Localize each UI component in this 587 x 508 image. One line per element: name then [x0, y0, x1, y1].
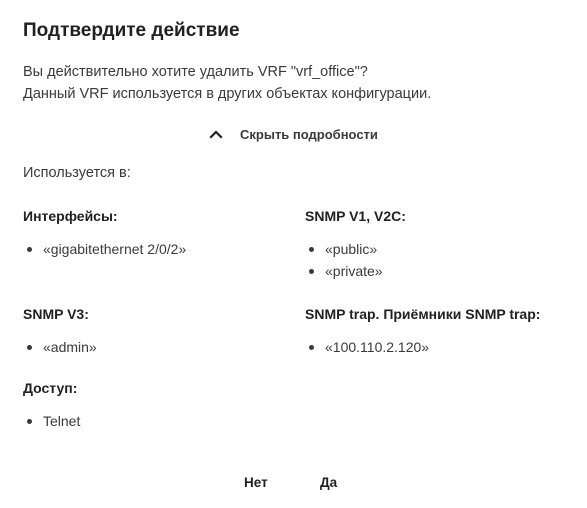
group-title-snmp-v3: SNMP V3:: [23, 306, 89, 322]
hide-details-toggle[interactable]: [208, 124, 378, 144]
list-item: [305, 336, 540, 358]
list-item-text: «public»: [325, 241, 378, 257]
bullet-icon: [27, 345, 32, 350]
bullet-icon: [27, 419, 32, 424]
bullet-icon: [27, 247, 32, 252]
group-access: [23, 380, 80, 432]
list-item-text: «private»: [325, 263, 383, 279]
group-snmp-v1-v2c: [305, 208, 406, 282]
group-interfaces: [23, 208, 186, 260]
bullet-icon: [309, 269, 314, 274]
list-item-text: «gigabitethernet 2/0/2»: [43, 241, 187, 257]
list-item: [305, 238, 406, 260]
used-in-label: Используется в:: [23, 165, 131, 181]
message-line-1: Вы действительно хотите удалить VRF "vrf_office"?: [23, 64, 368, 80]
dialog-title: Подтвердите действие: [23, 20, 240, 41]
group-snmp-trap: [305, 306, 540, 358]
no-button[interactable]: Нет: [238, 470, 274, 496]
dialog-actions: [0, 470, 587, 496]
group-snmp-v3: [23, 306, 97, 358]
group-title-interfaces: Интерфейсы:: [23, 208, 118, 224]
list-item-text: «100.110.2.120»: [325, 339, 430, 355]
group-title-access: Доступ:: [23, 380, 78, 396]
message-line-2: Данный VRF используется в других объектах конфигурации.: [23, 86, 432, 102]
list-item: [305, 260, 406, 282]
bullet-icon: [309, 345, 314, 350]
chevron-up-icon: [208, 126, 224, 142]
list-item: [23, 238, 186, 260]
bullet-icon: [309, 247, 314, 252]
list-item-text: «admin»: [43, 339, 97, 355]
group-title-snmp-v1-v2c: SNMP V1, V2C:: [305, 208, 406, 224]
yes-button[interactable]: Да: [314, 470, 343, 496]
list-item: [23, 410, 80, 432]
group-title-snmp-trap: SNMP trap. Приёмники SNMP trap:: [305, 306, 541, 322]
list-item-text: Telnet: [43, 413, 81, 429]
hide-details-label: Скрыть подробности: [240, 126, 378, 142]
dialog-message: [23, 61, 431, 105]
list-item: [23, 336, 97, 358]
